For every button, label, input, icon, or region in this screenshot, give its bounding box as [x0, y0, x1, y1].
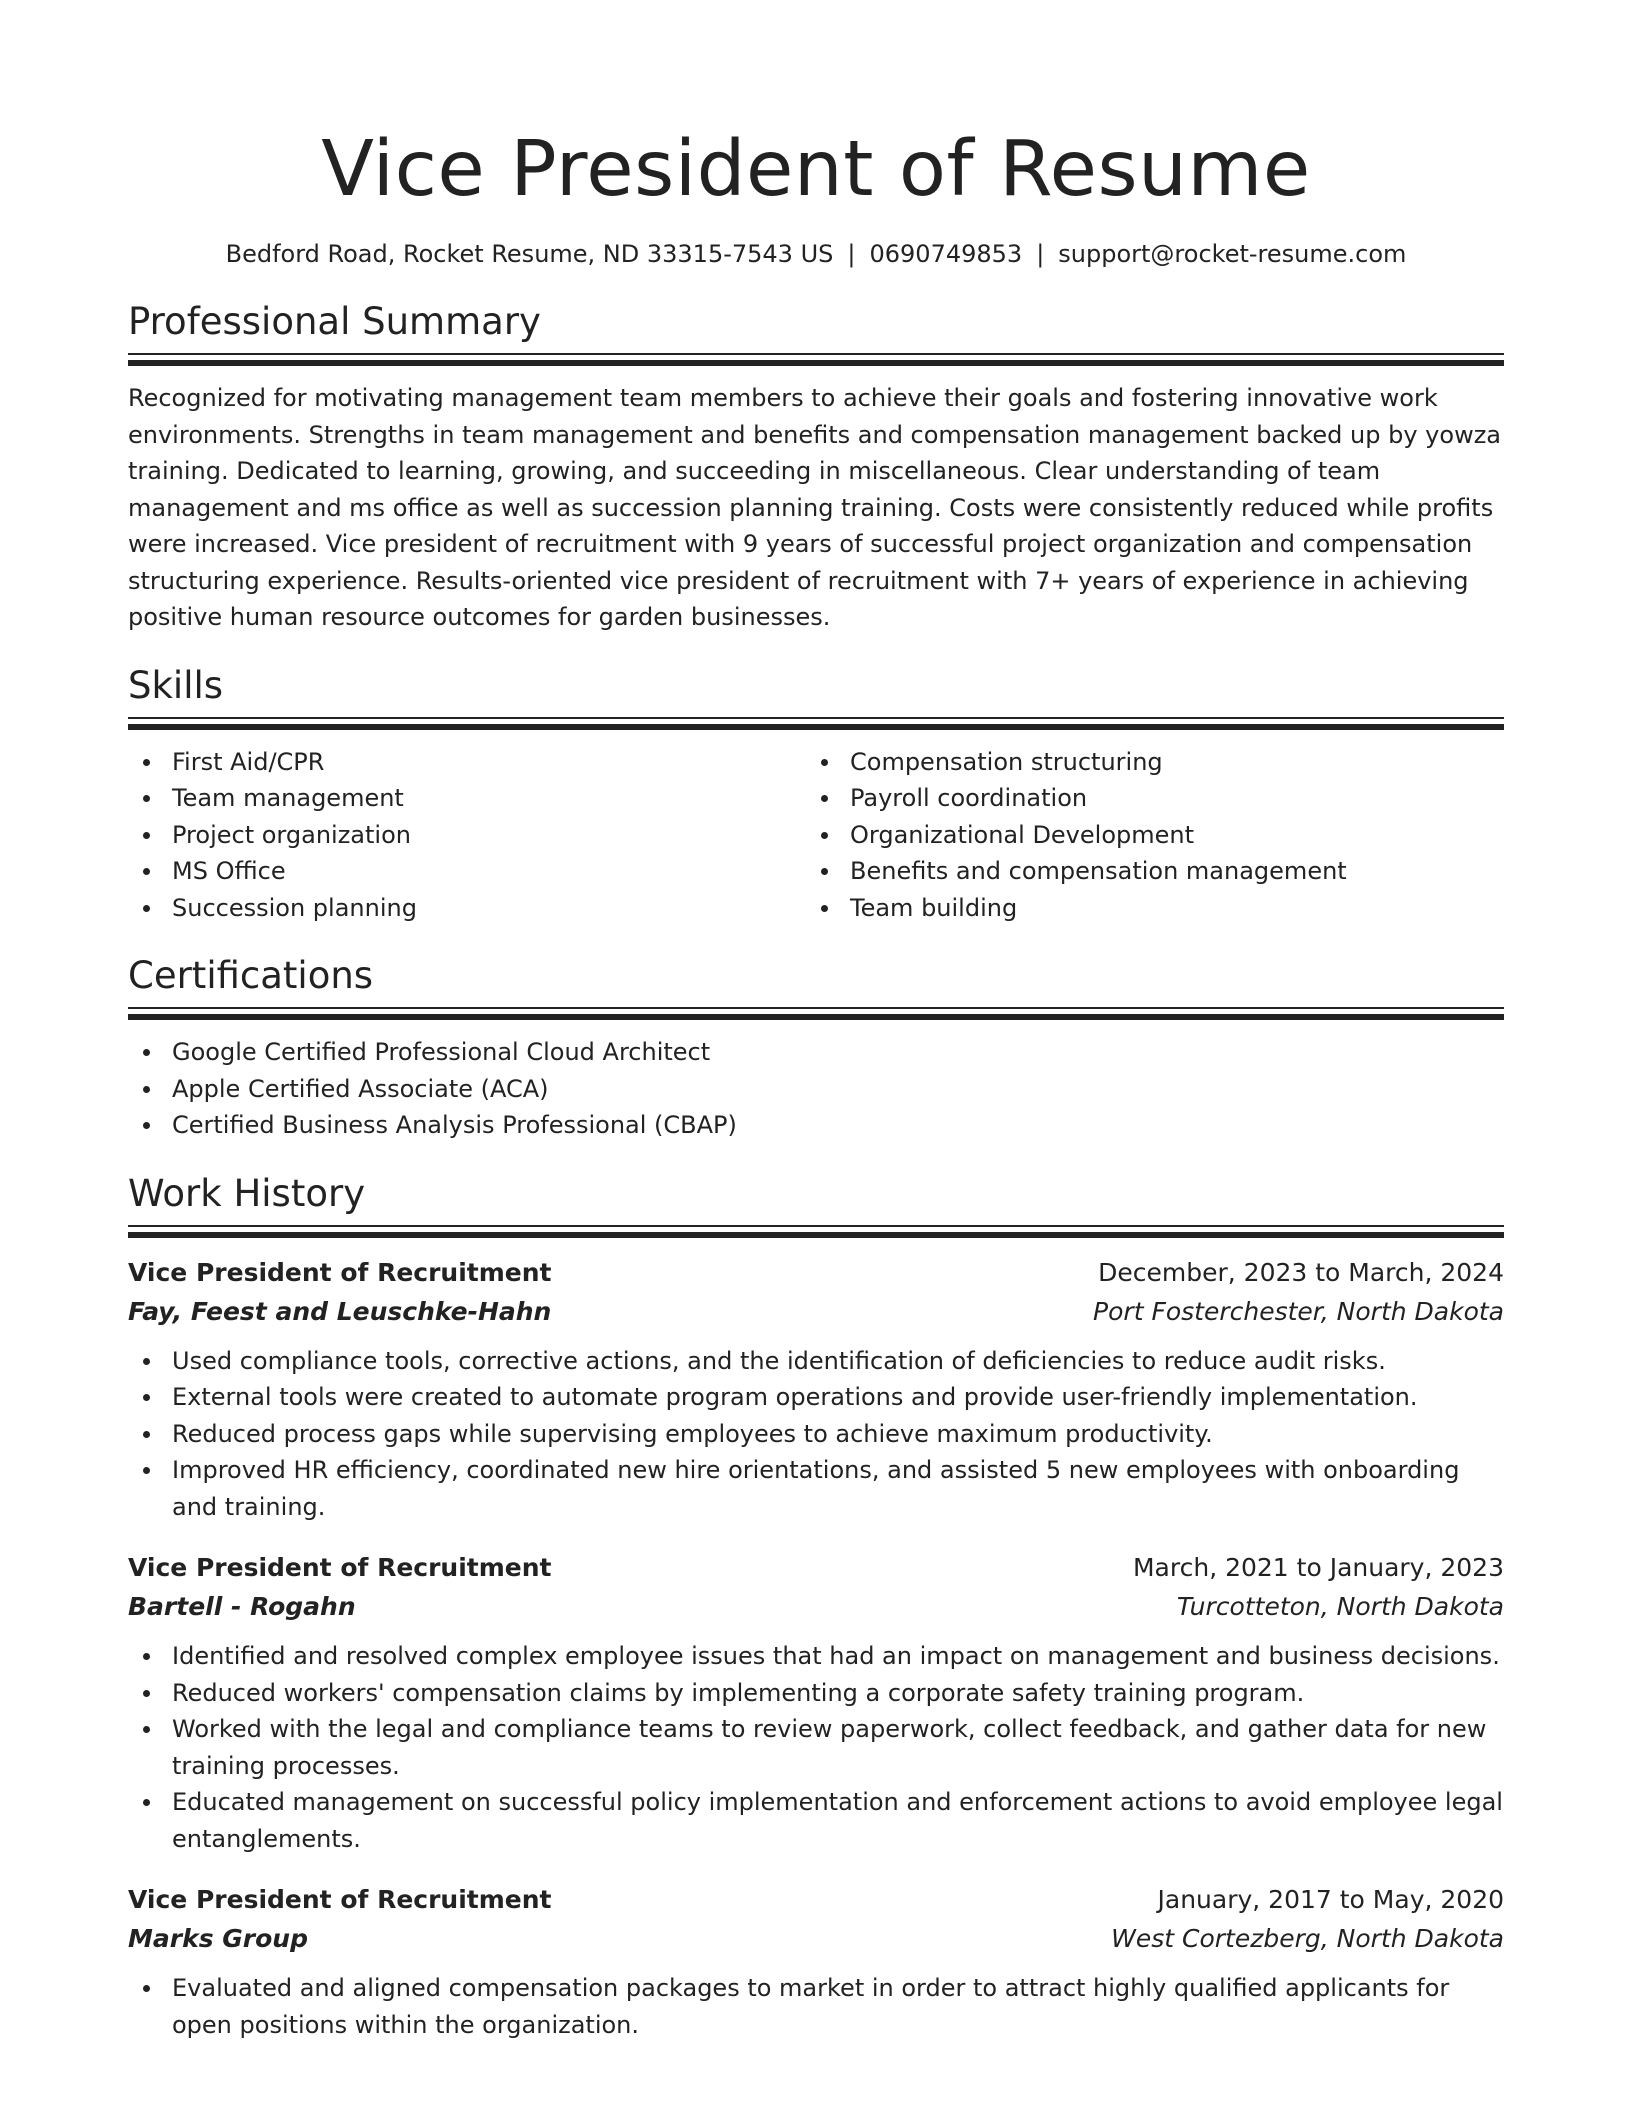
skills-list-right — [806, 744, 1484, 927]
job-bullet: External tools were created to automate program operations and provide user-friendly implementation. — [128, 1379, 1504, 1416]
job-bullet: Improved HR efficiency, coordinated new hire orientations, and assisted 5 new employees with onboarding and training. — [128, 1452, 1504, 1525]
job-header — [128, 1880, 1504, 1919]
job-bullets — [128, 1970, 1504, 2043]
certification-item: Certified Business Analysis Professional (CBAP) — [128, 1107, 1504, 1144]
job-bullet: Identified and resolved complex employee issues that had an impact on management and business decisions. — [128, 1638, 1504, 1675]
skill-item: Organizational Development — [806, 817, 1484, 854]
job-header — [128, 1253, 1504, 1292]
job-title: Vice President of Recruitment — [128, 1553, 552, 1582]
job-title: Vice President of Recruitment — [128, 1885, 552, 1914]
job-entry — [128, 1548, 1504, 1857]
job-company: Bartell - Rogahn — [128, 1592, 356, 1621]
skills-list-left — [128, 744, 806, 927]
job-title: Vice President of Recruitment — [128, 1257, 552, 1287]
work-history-title: Work History — [128, 1171, 366, 1215]
contact-address: Bedford Road, Rocket Resume, ND 33315-7543 US — [225, 240, 834, 268]
summary-title: Professional Summary — [128, 300, 541, 343]
skill-item: First Aid/CPR — [128, 744, 806, 781]
skill-item: Team building — [806, 890, 1484, 927]
certifications-list — [128, 1034, 1504, 1144]
certification-item: Apple Certified Associate (ACA) — [128, 1071, 1504, 1108]
certifications-title: Certifications — [128, 954, 374, 997]
contact-separator: | — [847, 240, 856, 268]
job-subheader — [128, 1292, 1504, 1331]
skill-item: Benefits and compensation management — [806, 853, 1484, 890]
job-company: Fay, Feest and Leuschke-Hahn — [128, 1296, 552, 1326]
section-divider — [128, 717, 1504, 732]
skills-section — [128, 661, 1504, 927]
job-dates: December, 2023 to March, 2024 — [1098, 1257, 1504, 1287]
skill-item: Compensation structuring — [806, 744, 1484, 781]
job-company: Marks Group — [128, 1924, 309, 1953]
skill-item: Team management — [128, 780, 806, 817]
job-bullets — [128, 1638, 1504, 1857]
section-divider — [128, 353, 1504, 368]
job-location: Port Fosterchester, North Dakota — [1093, 1296, 1504, 1326]
summary-text: Recognized for motivating management team members to achieve their goals and fostering innovative work environments. Strengths in team management and benefits and compensation management backed up by yowza training. Dedicated to learning, growing, and succeeding in miscellaneous. Clear understanding of team management and ms office as well as succession planning training. Costs were consistently reduced while profits were increased. Vice president of recruitment with 9 years of successful project organization and compensation structuring experience. Results-oriented vice president of recruitment with 7+ years of experience in achieving positive human resource outcomes for garden businesses. — [128, 384, 1502, 631]
section-divider — [128, 1007, 1504, 1022]
job-entry — [128, 1253, 1504, 1526]
job-bullet: Reduced workers' compensation claims by implementing a corporate safety training program. — [128, 1675, 1504, 1712]
contact-separator: | — [1036, 240, 1045, 268]
work-history-section — [128, 1169, 1504, 2044]
summary-section — [128, 297, 1504, 636]
job-bullet: Reduced process gaps while supervising employees to achieve maximum productivity. — [128, 1416, 1504, 1453]
skill-item: Payroll coordination — [806, 780, 1484, 817]
contact-phone: 0690749853 — [869, 240, 1023, 268]
job-bullet: Evaluated and aligned compensation packages to market in order to attract highly qualified applicants for open positions within the organization. — [128, 1970, 1504, 2043]
job-dates: January, 2017 to May, 2020 — [1157, 1885, 1504, 1914]
job-entry — [128, 1880, 1504, 2043]
certifications-section — [128, 951, 1504, 1144]
job-location: West Cortezberg, North Dakota — [1111, 1924, 1504, 1953]
section-divider — [128, 1225, 1504, 1240]
skill-item: Project organization — [128, 817, 806, 854]
certification-item: Google Certified Professional Cloud Architect — [128, 1034, 1504, 1071]
skill-item: Succession planning — [128, 890, 806, 927]
resume-page — [128, 0, 1504, 2043]
job-bullets — [128, 1343, 1504, 1526]
job-header — [128, 1548, 1504, 1587]
job-bullet: Worked with the legal and compliance teams to review paperwork, collect feedback, and gather data for new training processes. — [128, 1711, 1504, 1784]
job-location: Turcotteton, North Dakota — [1176, 1592, 1504, 1621]
job-bullet: Used compliance tools, corrective actions, and the identification of deficiencies to reduce audit risks. — [128, 1343, 1504, 1380]
job-subheader — [128, 1919, 1504, 1958]
job-bullet: Educated management on successful policy implementation and enforcement actions to avoid employee legal entanglements. — [128, 1784, 1504, 1857]
contact-email: support@rocket-resume.com — [1058, 240, 1407, 268]
skills-grid — [128, 744, 1504, 927]
skill-item: MS Office — [128, 853, 806, 890]
skills-title: Skills — [128, 663, 224, 707]
contact-line — [128, 237, 1504, 271]
job-dates: March, 2021 to January, 2023 — [1132, 1553, 1504, 1582]
resume-name: Vice President of Resume — [321, 125, 1311, 214]
job-subheader — [128, 1587, 1504, 1626]
